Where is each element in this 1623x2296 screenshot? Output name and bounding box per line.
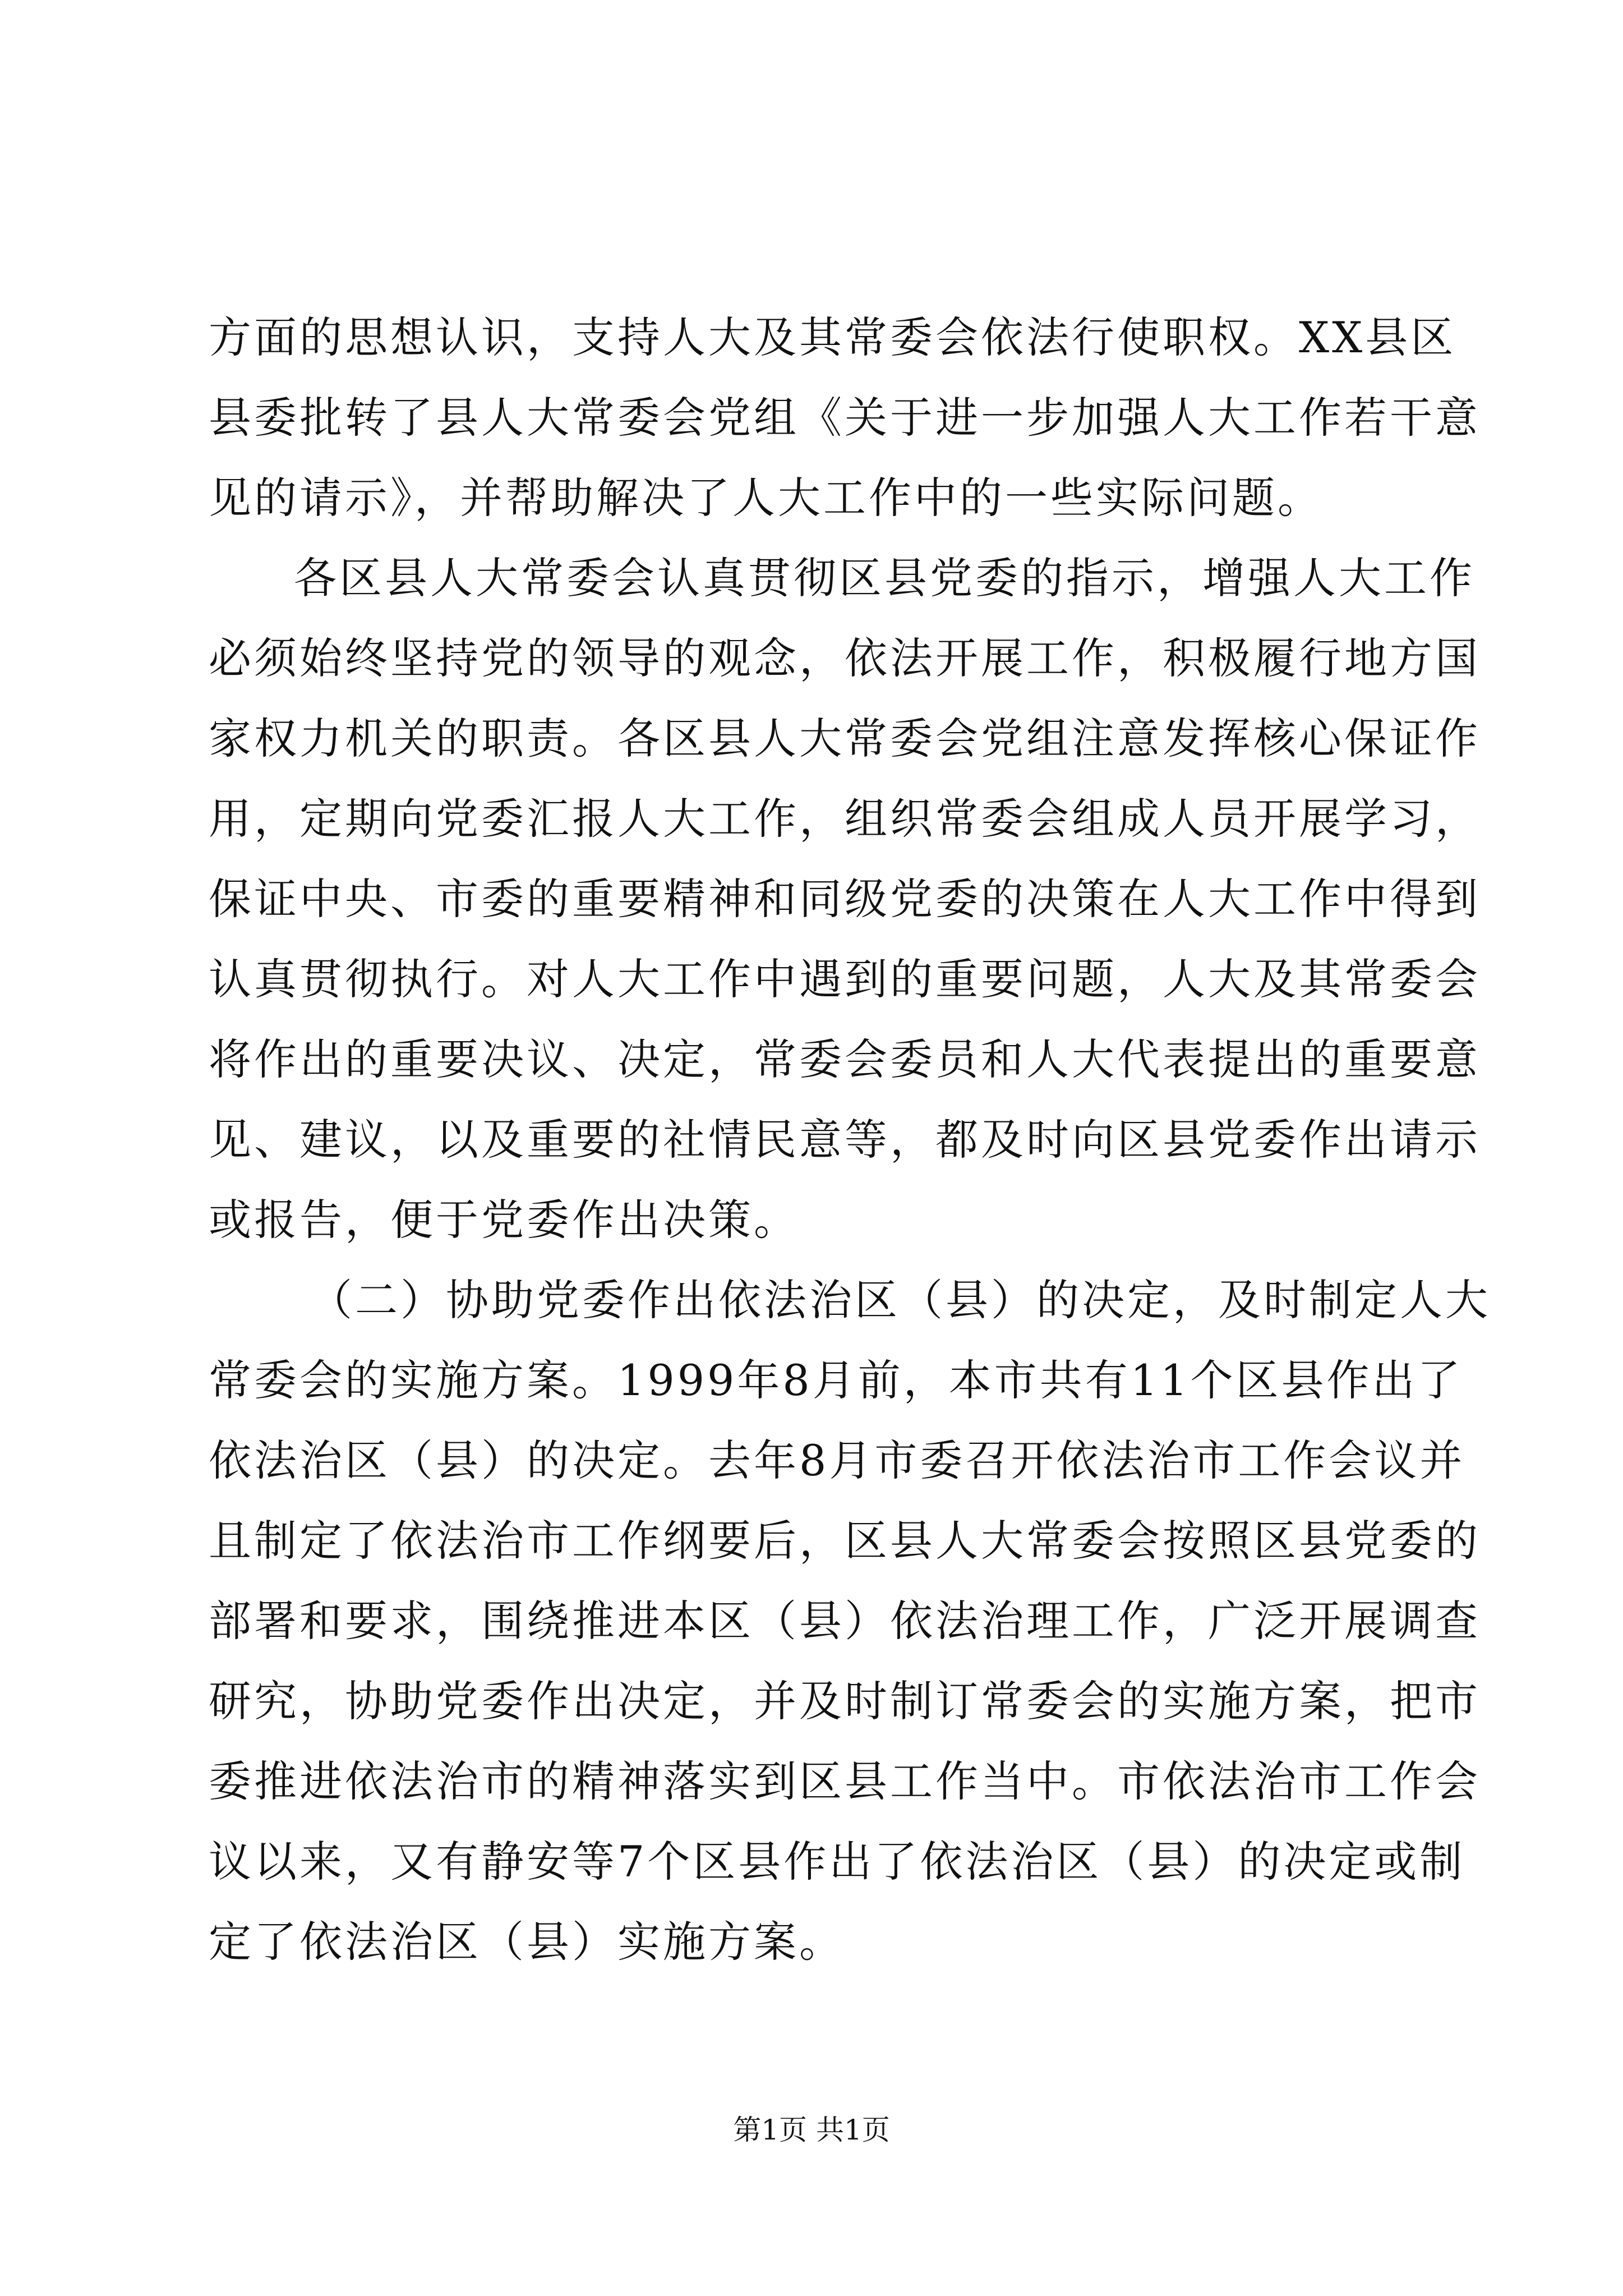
text-line: 将作出的重要决议、决定，常委会委员和人大代表提出的重要意 (209, 1034, 1481, 1084)
text-line: 见的请示》，并帮助解决了人大工作中的一些实际问题。 (209, 473, 1323, 523)
text-line: 方面的思想认识，支持人大及其常委会依法行使职权。XX县区 (209, 312, 1456, 362)
text-line: 依法治区（县）的决定。去年8月市委召开依法治市工作会议并 (209, 1435, 1465, 1485)
section-heading-line: （二）协助党委作出依法治区（县）的决定，及时制定人大 (310, 1275, 1491, 1325)
text-line: 且制定了依法治市工作纲要后，区县人大常委会按照区县党委的 (209, 1516, 1481, 1566)
page-footer: 第1页 共1页 (733, 2114, 890, 2146)
text-line: 研究，协助党委作出决定，并及时制订常委会的实施方案，把市 (209, 1676, 1481, 1726)
text-line: 县委批转了县人大常委会党组《关于进一步加强人大工作若干意 (209, 393, 1481, 443)
paragraph-first-line: 各区县人大常委会认真贯彻区县党委的指示，增强人大工作 (294, 553, 1475, 603)
text-line: 定了依法治区（县）实施方案。 (209, 1917, 845, 1967)
text-line: 常委会的实施方案。1999年8月前，本市共有11个区县作出了 (209, 1355, 1463, 1405)
document-body (209, 297, 1491, 1982)
text-line: 部署和要求，围绕推进本区（县）依法治理工作，广泛开展调查 (209, 1596, 1481, 1646)
text-line: 保证中央、市委的重要精神和同级党委的决策在人大工作中得到 (209, 874, 1481, 924)
text-line: 家权力机关的职责。各区县人大常委会党组注意发挥核心保证作 (209, 714, 1481, 763)
text-line: 必须始终坚持党的领导的观念，依法开展工作，积极履行地方国 (209, 633, 1481, 683)
text-line: 委推进依法治市的精神落实到区县工作当中。市依法治市工作会 (209, 1756, 1481, 1806)
text-line: 见、建议，以及重要的社情民意等，都及时向区县党委作出请示 (209, 1115, 1481, 1165)
text-line: 用，定期向党委汇报人大工作，组织常委会组成人员开展学习， (209, 794, 1481, 844)
text-line: 议以来，又有静安等7个区县作出了依法治区（县）的决定或制 (209, 1837, 1465, 1887)
text-line: 认真贯彻执行。对人大工作中遇到的重要问题，人大及其常委会 (209, 954, 1481, 1004)
text-line: 或报告，便于党委作出决策。 (209, 1195, 799, 1245)
